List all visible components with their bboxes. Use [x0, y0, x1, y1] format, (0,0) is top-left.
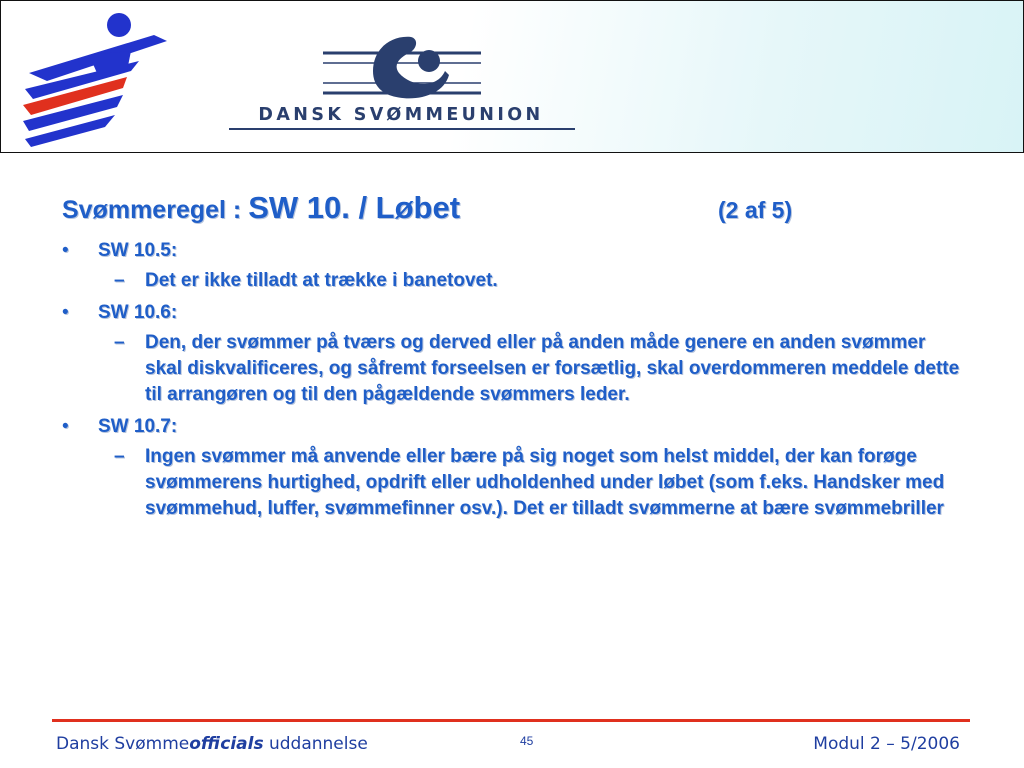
sub-bullet-item: [62, 444, 962, 522]
sub-bullet-item: [62, 330, 962, 408]
sub-bullet-text: Den, der svømmer på tværs og derved eller på anden måde genere en anden svømmer skal diskvalificeres, og såfremt forseelsen er forsætlig, skal overdommeren meddele dette til arrangøren og til den pågældende svømmers leder.: [145, 332, 960, 405]
dansk-svommeunion-logo: [223, 27, 583, 139]
bullet-marker: •: [62, 240, 69, 261]
org-name: DANSK SVØMMEUNION: [258, 105, 544, 125]
bullet-label: SW 10.7:: [98, 416, 178, 437]
bullet-label: SW 10.5:: [98, 240, 178, 261]
swimmer-figure-logo: [19, 11, 169, 149]
footer-left-text: [56, 734, 368, 754]
slide-header: [0, 0, 1024, 153]
footer-left-post: uddannelse: [263, 734, 368, 754]
bullet-marker: •: [62, 302, 69, 323]
title-page-count: (2 af 5): [718, 197, 793, 223]
bullet-marker: •: [62, 416, 69, 437]
bullet-item: [62, 414, 962, 440]
org-name-underline: [229, 128, 575, 130]
footer-right-text: Modul 2 – 5/2006: [813, 734, 960, 754]
title-main: SW 10. / Løbet: [248, 190, 461, 225]
slide-body: [62, 190, 962, 522]
sub-bullet-text: Ingen svømmer må anvende eller bære på sig noget som helst middel, der kan forøge svømmerens hurtighed, opdrift eller udholdenhed under løbet (som f.eks. Handsker med svømmehud, luffer, svømmefinner osv.). Det er tilladt svømmerne at bære svømmebriller: [145, 446, 945, 519]
title-prefix: Svømmeregel :: [62, 196, 249, 224]
bullet-item: [62, 238, 962, 264]
sub-bullet-item: [62, 268, 962, 294]
dash-marker: –: [114, 446, 125, 467]
footer-left-pre: Dansk Svømme: [56, 734, 190, 754]
swimmer-emblem-icon: [223, 27, 579, 103]
dash-marker: –: [114, 270, 125, 291]
dash-marker: –: [114, 332, 125, 353]
slide-title: [62, 190, 962, 232]
sub-bullet-text: Det er ikke tilladt at trække i banetovet.: [145, 270, 498, 291]
bullet-item: [62, 300, 962, 326]
footer-left-emphasis: officials: [189, 734, 264, 754]
footer-divider: [52, 719, 970, 722]
page-number: 45: [520, 734, 534, 748]
bullet-label: SW 10.6:: [98, 302, 178, 323]
